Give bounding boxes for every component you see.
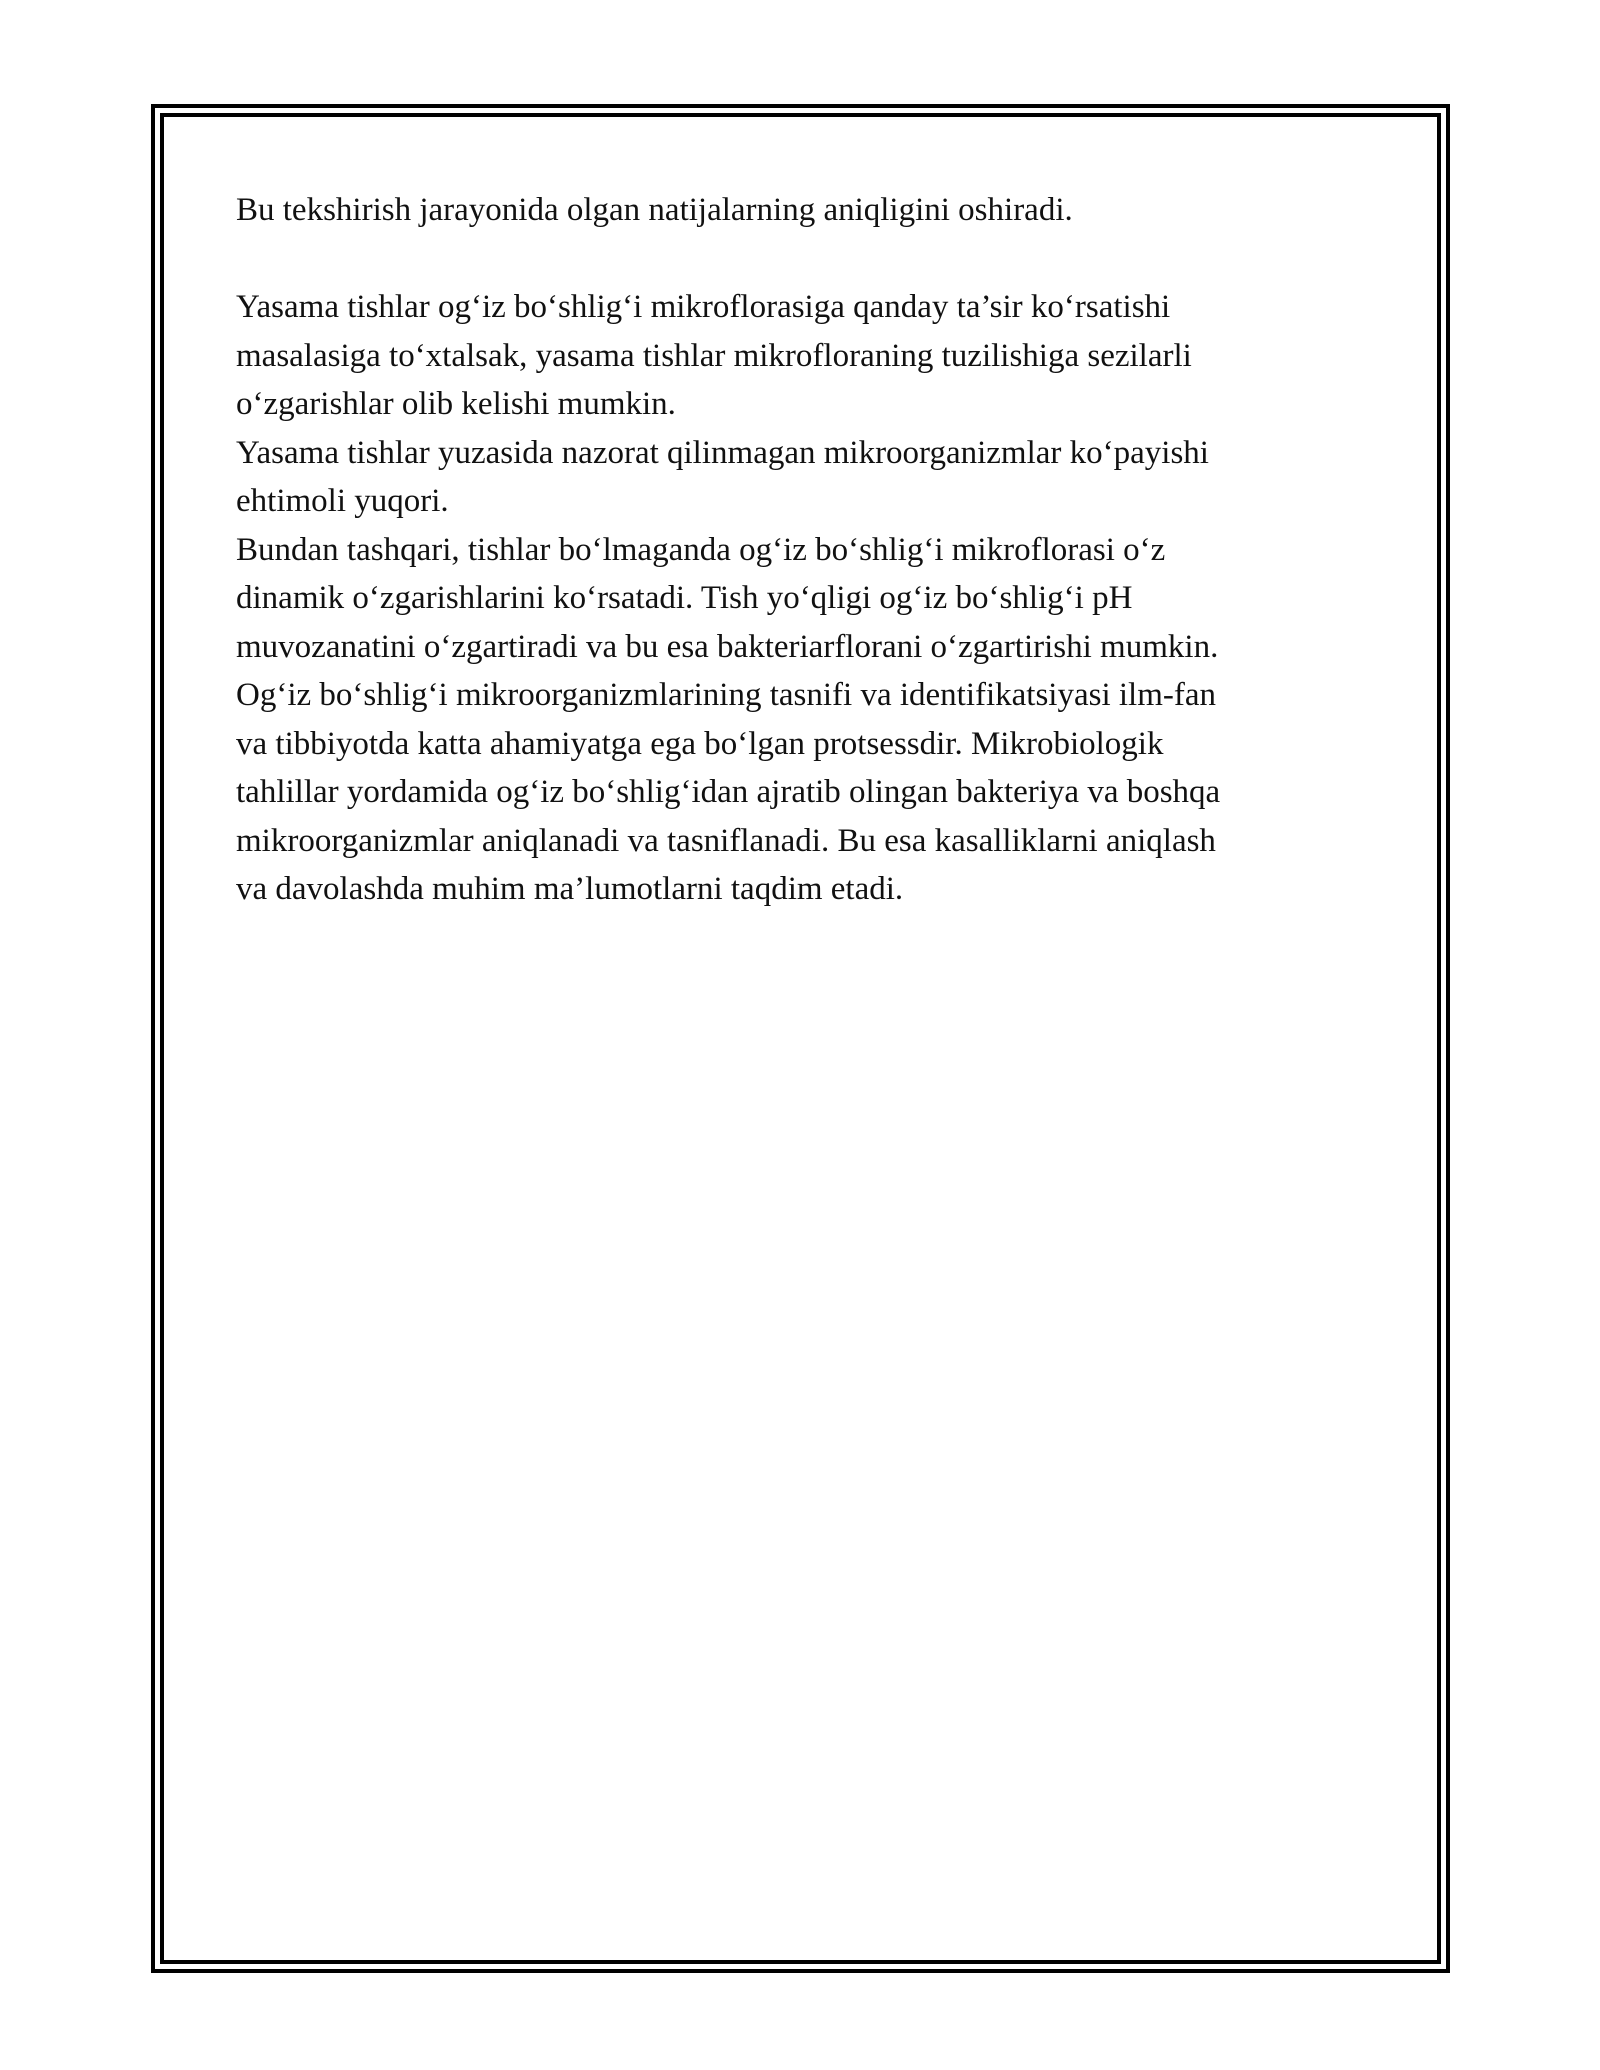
text-line: o‘zgarishlar olib kelishi mumkin. [236,386,676,422]
text-line: Bu tekshirish jarayonida olgan natijalarning aniqligini oshiradi. [236,192,1073,228]
text-line: tahlillar yordamida og‘iz bo‘shlig‘idan ajratib olingan bakteriya va boshqa [236,774,1221,810]
text-line: Yasama tishlar og‘iz bo‘shlig‘i mikroflorasiga qanday ta’sir ko‘rsatishi [236,289,1171,325]
text-line: mikroorganizmlar aniqlanadi va tasniflanadi. Bu esa kasalliklarni aniqlash [236,822,1216,859]
text-line: masalasiga to‘xtalsak, yasama tishlar mikrofloraning tuzilishiga sezilarli [236,337,1192,374]
text-line: va tibbiyotda katta ahamiyatga ega bo‘lgan protsessdir. Mikrobiologik [236,725,1164,762]
text-line: muvozanatini o‘zgartiradi va bu esa bakteriarflorani o‘zgartirishi mumkin. [236,628,1219,665]
text-line: Yasama tishlar yuzasida nazorat qilinmagan mikroorganizmlar ko‘payishi [236,434,1209,471]
text-line: Og‘iz bo‘shlig‘i mikroorganizmlarining tasnifi va identifikatsiyasi ilm-fan [236,677,1217,713]
text-line: Bundan tashqari, tishlar bo‘lmaganda og‘iz bo‘shlig‘i mikroflorasi o‘z [236,531,1166,568]
text-line: ehtimoli yuqori. [236,483,449,519]
paragraph-spacer [236,235,1376,284]
document-body [236,186,1376,914]
text-line: va davolashda muhim ma’lumotlarni taqdim etadi. [236,871,904,907]
text-line: dinamik o‘zgarishlarini ko‘rsatadi. Tish yo‘qligi og‘iz bo‘shlig‘i pH [236,580,1133,616]
